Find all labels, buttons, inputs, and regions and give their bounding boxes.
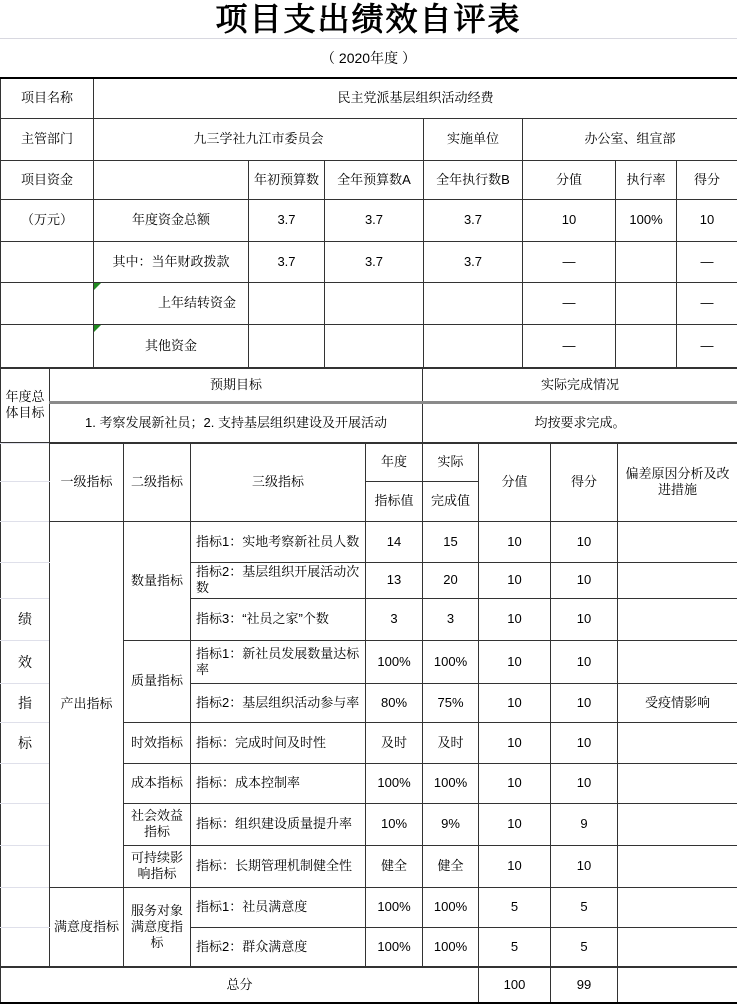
level1-header: 一级指标 [50,443,124,521]
indicator-score: 5 [479,887,551,927]
indicator-actual: 及时 [423,722,479,763]
level2-social-benefit-indicator: 社会效益指标 [124,803,191,845]
indicator-score: 10 [479,640,551,683]
side-strip-cell [1,845,50,887]
funds-empty-cell [94,160,249,199]
funds-carryover-text: 上年结转资金 [157,295,236,310]
actual-completion-header: 实际完成情况 [423,368,737,402]
funds-carryover-label [94,282,249,324]
indicator-target: 80% [366,683,423,722]
indicator-score: 10 [479,763,551,803]
level2-sustainability-indicator: 可持续影响指标 [124,845,191,887]
funds-fiscal-budget: 3.7 [325,241,424,282]
indicator-score: 10 [479,722,551,763]
funds-fiscal-executed: 3.7 [424,241,523,282]
indicator-actual: 健全 [423,845,479,887]
indicator-score: 10 [479,562,551,598]
score-header: 分值 [479,443,551,521]
indicator-remark [618,598,737,640]
indicator-remark [618,640,737,683]
indicator-target: 100% [366,640,423,683]
actual-completion-text: 均按要求完成。 [423,402,737,442]
indicator-name: 指标2：基层组织开展活动次数 [191,562,366,598]
goals-row-label: 年度总体目标 [1,368,50,442]
indicator-got: 10 [551,845,618,887]
funds-other-budget [325,324,424,367]
total-got-value: 99 [551,967,618,1003]
indicator-got: 5 [551,927,618,967]
project-name-value: 民主党派基层组织活动经费 [94,78,737,118]
side-strip-char: 绩 [1,598,50,640]
indicator-actual: 100% [423,763,479,803]
side-strip-cell [1,887,50,927]
expected-goal-header: 预期目标 [50,368,423,402]
side-strip-cell [1,481,50,521]
indicator-remark: 受疫情影响 [618,683,737,722]
funds-table [0,77,737,368]
col-header-exec-rate: 执行率 [616,160,677,199]
side-strip-cell [1,803,50,845]
level1-output-indicator: 产出指标 [50,521,124,887]
funds-total-executed: 3.7 [424,199,523,241]
actual-header-line1: 实际 [423,443,479,481]
funds-empty-cell [1,324,94,367]
indicator-actual: 100% [423,927,479,967]
col-header-got: 得分 [677,160,737,199]
total-remark [618,967,737,1003]
indicator-score: 5 [479,927,551,967]
funds-fiscal-label: 其中：当年财政拨款 [94,241,249,282]
funds-fiscal-rate [616,241,677,282]
funds-total-rate: 100% [616,199,677,241]
indicator-score: 10 [479,803,551,845]
indicator-name: 指标：完成时间及时性 [191,722,366,763]
indicator-remark [618,763,737,803]
project-name-label: 项目名称 [1,78,94,118]
indicator-score: 10 [479,598,551,640]
impl-unit-label: 实施单位 [424,118,523,160]
indicator-actual: 15 [423,521,479,562]
indicator-got: 10 [551,598,618,640]
indicator-remark [618,845,737,887]
side-strip-cell [1,927,50,967]
funds-total-score: 10 [523,199,616,241]
goals-table [0,368,737,443]
funds-carryover-got: — [677,282,737,324]
side-strip-char: 标 [1,722,50,763]
funds-total-budget: 3.7 [325,199,424,241]
indicator-name: 指标1：实地考察新社员人数 [191,521,366,562]
indicator-name: 指标2：基层组织活动参与率 [191,683,366,722]
target-header-line1: 年度 [366,443,423,481]
side-strip-char: 效 [1,640,50,683]
indicator-target: 100% [366,763,423,803]
indicator-remark [618,887,737,927]
level3-header: 三级指标 [191,443,366,521]
col-header-score: 分值 [523,160,616,199]
level2-cost-indicator: 成本指标 [124,763,191,803]
funds-carryover-executed [424,282,523,324]
indicator-actual: 20 [423,562,479,598]
funds-carryover-rate [616,282,677,324]
funds-empty-cell [1,241,94,282]
funds-empty-cell [1,282,94,324]
funds-other-got: — [677,324,737,367]
indicator-target: 10% [366,803,423,845]
excel-marker-icon [94,325,101,332]
funds-carryover-initial [249,282,325,324]
funds-fiscal-got: — [677,241,737,282]
side-strip-cell [1,443,50,481]
level2-header: 二级指标 [124,443,191,521]
funds-other-rate [616,324,677,367]
col-header-initial-budget: 年初预算数 [249,160,325,199]
target-header-line2: 指标值 [366,481,423,521]
indicator-got: 10 [551,683,618,722]
funds-other-executed [424,324,523,367]
remark-header: 偏差原因分析及改进措施 [618,443,737,521]
indicator-remark [618,803,737,845]
indicator-name: 指标1：新社员发展数量达标率 [191,640,366,683]
impl-unit-value: 办公室、组宣部 [523,118,737,160]
funds-carryover-budget [325,282,424,324]
indicator-target: 及时 [366,722,423,763]
indicator-target: 100% [366,927,423,967]
indicator-name: 指标1：社员满意度 [191,887,366,927]
indicator-score: 10 [479,845,551,887]
indicator-name: 指标：成本控制率 [191,763,366,803]
funds-row-label: 项目资金 [1,160,94,199]
actual-header-line2: 完成值 [423,481,479,521]
funds-fiscal-initial: 3.7 [249,241,325,282]
page-subtitle: （ 2020年度 ） [0,38,737,77]
got-header: 得分 [551,443,618,521]
indicator-name: 指标：组织建设质量提升率 [191,803,366,845]
funds-other-score: — [523,324,616,367]
level2-quality-indicator: 质量指标 [124,640,191,722]
indicator-remark [618,722,737,763]
col-header-annual-budget: 全年预算数A [325,160,424,199]
indicators-table [0,443,737,1005]
indicator-got: 10 [551,521,618,562]
side-strip-cell [1,562,50,598]
funds-other-initial [249,324,325,367]
dept-label: 主管部门 [1,118,94,160]
indicator-got: 10 [551,640,618,683]
indicator-name: 指标2：群众满意度 [191,927,366,967]
side-strip-cell [1,763,50,803]
indicator-remark [618,927,737,967]
indicator-name: 指标3：“社员之家”个数 [191,598,366,640]
indicator-got: 10 [551,763,618,803]
funds-fiscal-score: — [523,241,616,282]
indicator-got: 9 [551,803,618,845]
dept-value: 九三学社九江市委员会 [94,118,424,160]
indicator-remark [618,562,737,598]
indicator-target: 3 [366,598,423,640]
side-strip-char: 指 [1,683,50,722]
indicator-actual: 3 [423,598,479,640]
indicator-got: 5 [551,887,618,927]
page-title: 项目支出绩效自评表 [215,1,522,37]
total-score-label: 总分 [1,967,479,1003]
funds-total-initial: 3.7 [249,199,325,241]
indicator-got: 10 [551,562,618,598]
level2-timeliness-indicator: 时效指标 [124,722,191,763]
indicator-name: 指标：长期管理机制健全性 [191,845,366,887]
indicator-target: 100% [366,887,423,927]
col-header-executed: 全年执行数B [424,160,523,199]
side-strip-cell [1,521,50,562]
level2-service-satisfaction-indicator: 服务对象满意度指标 [124,887,191,967]
expected-goal-text: 1. 考察发展新社员；2. 支持基层组织建设及开展活动 [50,402,423,442]
total-score-value: 100 [479,967,551,1003]
indicator-actual: 9% [423,803,479,845]
funds-other-label [94,324,249,367]
funds-carryover-score: — [523,282,616,324]
funds-total-label: 年度资金总额 [94,199,249,241]
indicator-target: 14 [366,521,423,562]
excel-marker-icon [94,283,101,290]
indicator-target: 健全 [366,845,423,887]
level2-quantity-indicator: 数量指标 [124,521,191,640]
funds-unit-label: （万元） [1,199,94,241]
indicator-got: 10 [551,722,618,763]
level1-satisfaction-indicator: 满意度指标 [50,887,124,967]
indicator-actual: 100% [423,640,479,683]
indicator-target: 13 [366,562,423,598]
indicator-score: 10 [479,683,551,722]
funds-total-got: 10 [677,199,737,241]
indicator-actual: 100% [423,887,479,927]
indicator-score: 10 [479,521,551,562]
indicator-remark [618,521,737,562]
funds-other-text: 其他资金 [144,337,197,353]
indicator-actual: 75% [423,683,479,722]
